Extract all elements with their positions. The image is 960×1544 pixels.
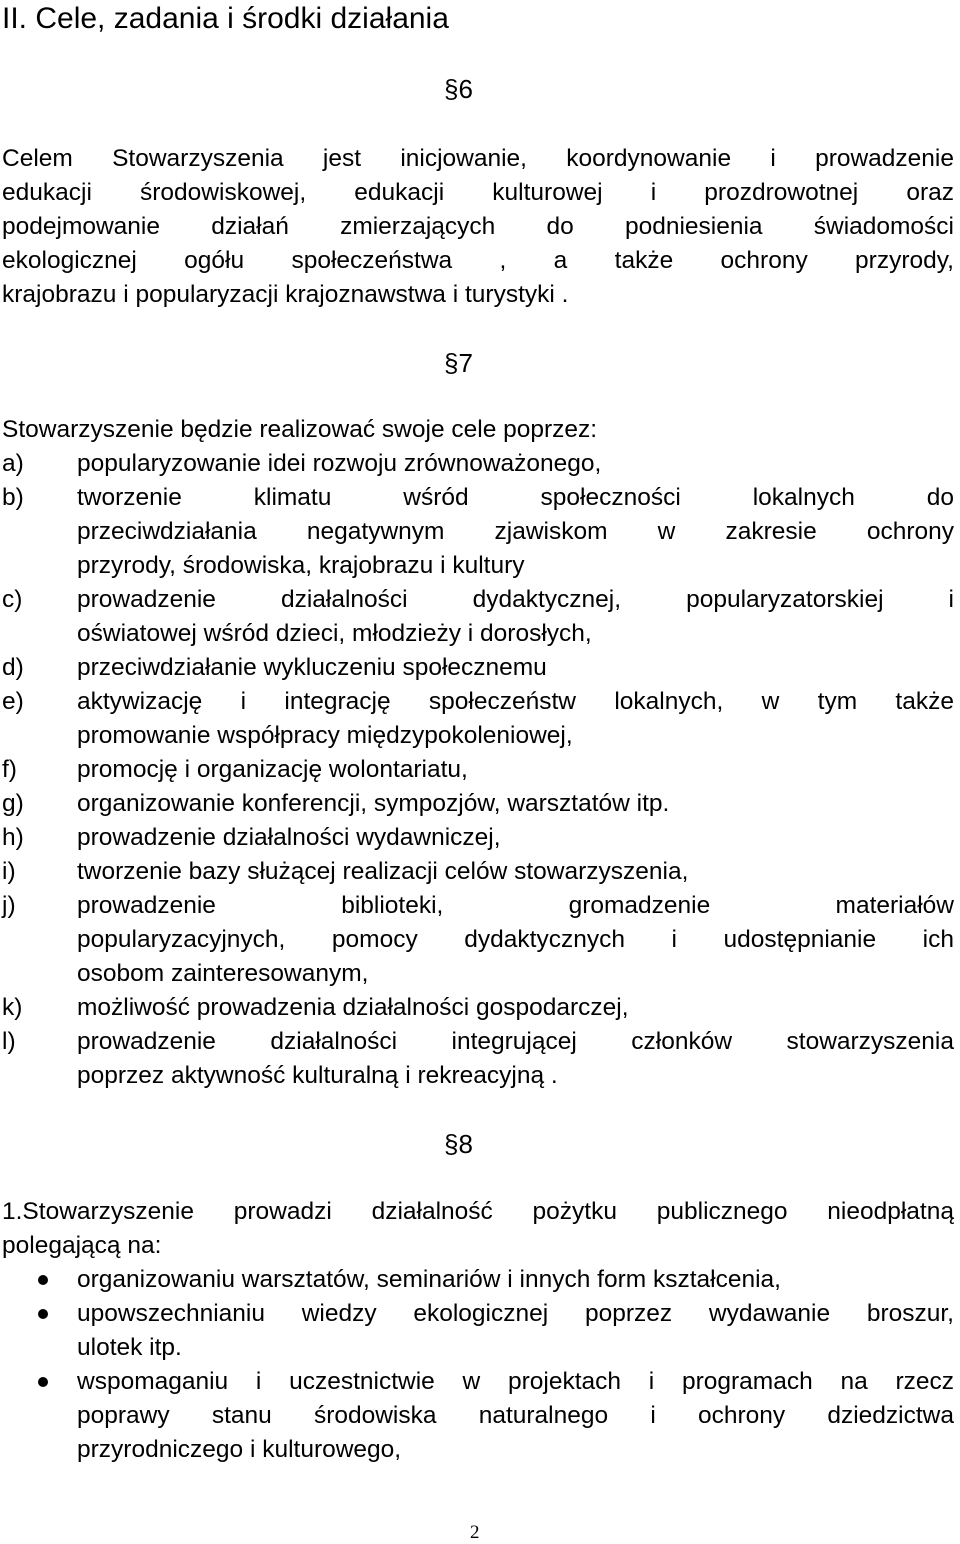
list-item-label: f) [2,756,17,783]
list-item-line: tworzenie klimatu wśród społeczności lokalnych do [77,484,954,511]
list-item-line: organizowanie konferencji, sympozjów, warsztatów itp. [77,790,670,817]
list-item-line: prowadzenie działalności integrującej członków stowarzyszenia [77,1028,954,1055]
list-item-line: możliwość prowadzenia działalności gospodarczej, [77,994,629,1021]
list-item-line: popularyzowanie idei rozwoju zrównoważonego, [77,450,602,477]
list-item-line: przeciwdziałanie wykluczeniu społecznemu [77,654,547,681]
bullet-line: poprawy stanu środowiska naturalnego i ochrony dziedzictwa [77,1402,954,1429]
list-intro: Stowarzyszenie będzie realizować swoje cele poprzez: [2,416,598,443]
bullet-dot [38,1309,48,1319]
section-mark-6: §6 [444,74,473,104]
list-item-line: prowadzenie biblioteki, gromadzenie materiałów [77,892,954,919]
list-item-label: g) [2,790,24,817]
list-item-line: prowadzenie działalności wydawniczej, [77,824,501,851]
bullet-dot [38,1275,48,1285]
paragraph-line: krajobrazu i popularyzacji krajoznawstwa i turystyki . [2,281,569,308]
list-item-label: l) [2,1028,16,1055]
paragraph-line: Celem Stowarzyszenia jest inicjowanie, koordynowanie i prowadzenie [2,145,954,172]
bullet-line: organizowaniu warsztatów, seminariów i innych form kształcenia, [77,1266,781,1293]
list-item-label: c) [2,586,23,613]
list-item-line: promocję i organizację wolontariatu, [77,756,468,783]
list-item-line: popularyzacyjnych, pomocy dydaktycznych i udostępnianie ich [77,926,954,953]
bullet-dot [38,1377,48,1387]
list-item-line: przyrody, środowiska, krajobrazu i kultury [77,552,525,579]
bullet-line: przyrodniczego i kulturowego, [77,1436,402,1463]
list-item-label: e) [2,688,24,715]
paragraph-line: ekologicznej ogółu społeczeństwa , a także ochrony przyrody, [2,247,954,274]
list-item-line: promowanie współpracy międzypokoleniowej, [77,722,573,749]
list-item-label: j) [2,892,16,919]
list-item-label: h) [2,824,24,851]
paragraph-line: podejmowanie działań zmierzających do podniesienia świadomości [2,213,954,240]
section-mark-8: §8 [444,1129,473,1159]
chapter-title: II. Cele, zadania i środki działania [2,2,449,35]
list-item-line: prowadzenie działalności dydaktycznej, popularyzatorskiej i [77,586,954,613]
section-mark-7: §7 [444,348,473,378]
bullet-line: wspomaganiu i uczestnictwie w projektach i programach na rzecz [77,1368,954,1395]
list-item-label: i) [2,858,16,885]
list-item-label: b) [2,484,24,511]
list-item-line: osobom zainteresowanym, [77,960,369,987]
list-item-line: poprzez aktywność kulturalną i rekreacyjną . [77,1062,558,1089]
list-item-line: oświatowej wśród dzieci, młodzieży i dorosłych, [77,620,592,647]
list-item-label: a) [2,450,24,477]
list-item-label: k) [2,994,23,1021]
paragraph-line: polegającą na: [2,1232,162,1259]
paragraph-line: 1.Stowarzyszenie prowadzi działalność pożytku publicznego nieodpłatną [2,1198,954,1225]
bullet-line: upowszechnianiu wiedzy ekologicznej poprzez wydawanie broszur, [77,1300,954,1327]
bullet-line: ulotek itp. [77,1334,182,1361]
paragraph-line: edukacji środowiskowej, edukacji kulturowej i prozdrowotnej oraz [2,179,954,206]
list-item-line: aktywizację i integrację społeczeństw lokalnych, w tym także [77,688,954,715]
list-item-line: przeciwdziałania negatywnym zjawiskom w zakresie ochrony [77,518,954,545]
page-number: 2 [470,1522,480,1543]
list-item-line: tworzenie bazy służącej realizacji celów stowarzyszenia, [77,858,689,885]
list-item-label: d) [2,654,24,681]
